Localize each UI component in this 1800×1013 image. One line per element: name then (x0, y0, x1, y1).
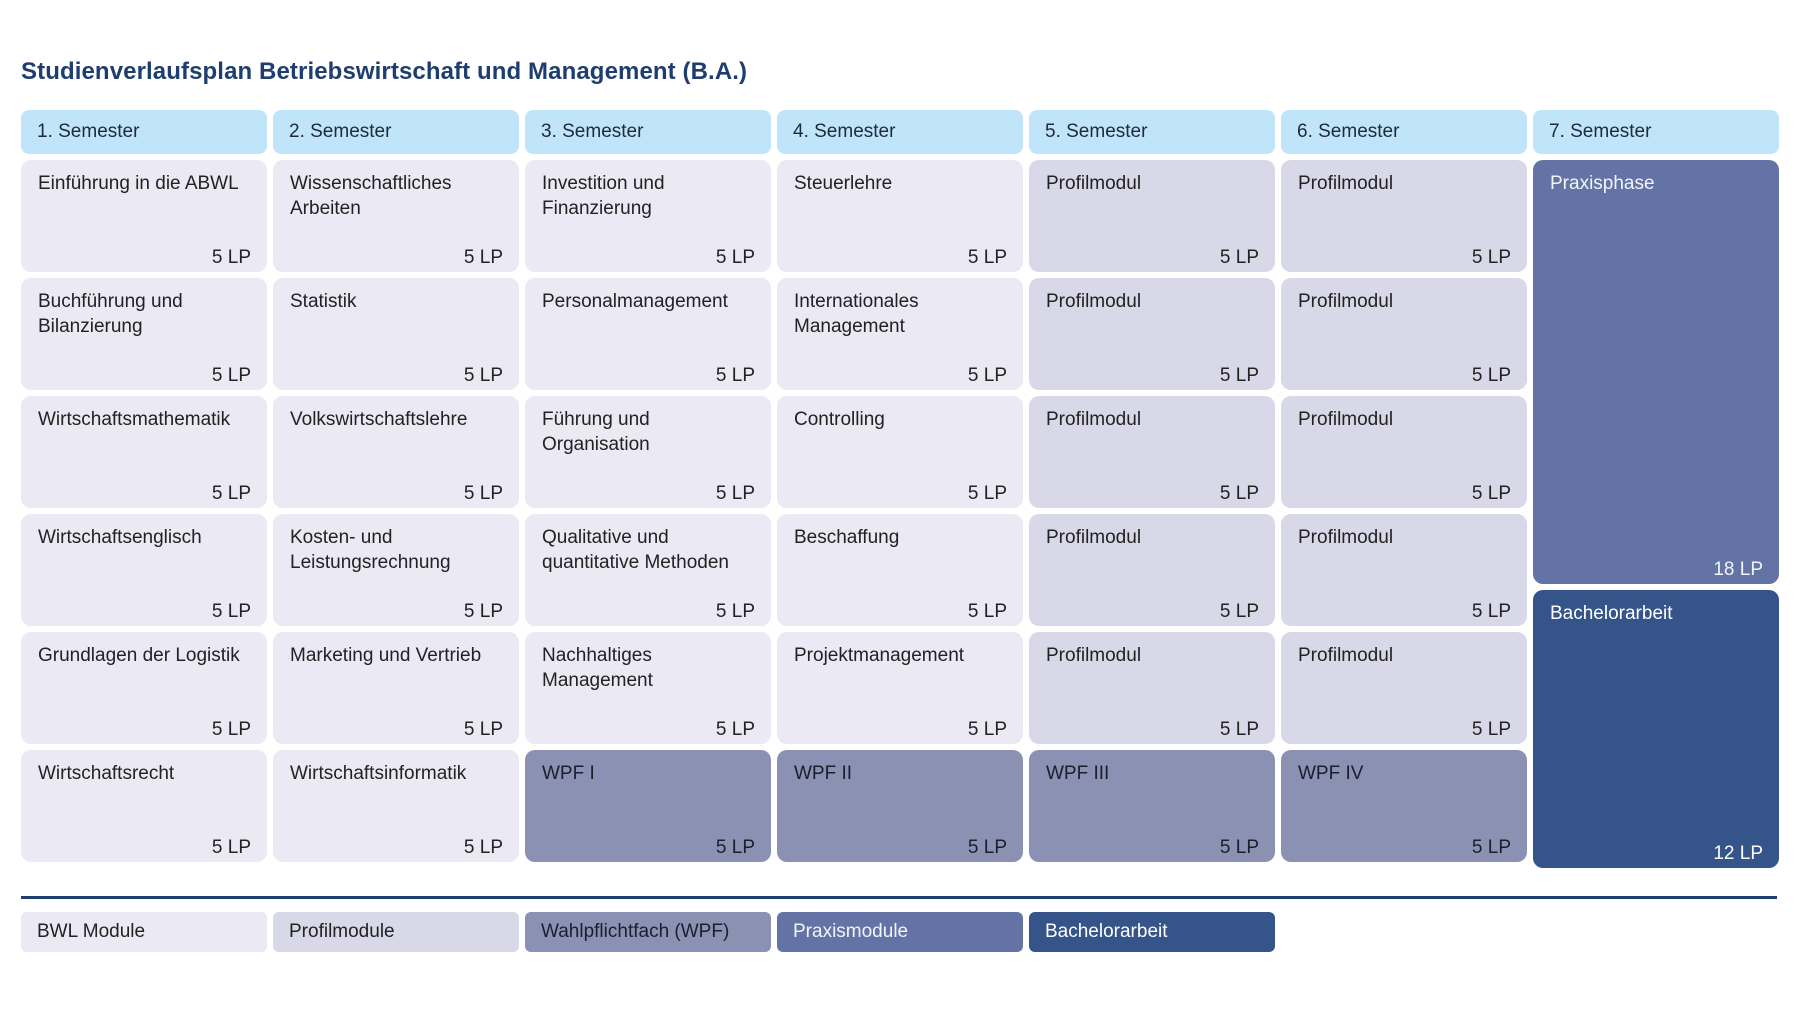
module-name: Controlling (794, 409, 885, 430)
module-card-wpf (1281, 750, 1527, 862)
module-card (273, 396, 519, 508)
module-card-profil (1029, 160, 1275, 272)
module-name: Projektmanagement (794, 645, 965, 666)
module-credits: 5 LP (1471, 837, 1511, 858)
module-card-profil (1029, 278, 1275, 390)
module-credits: 5 LP (211, 247, 251, 268)
semester-header: 6. Semester (1281, 110, 1527, 154)
module-credits: 5 LP (211, 719, 251, 740)
module-credits: 18 LP (1713, 559, 1763, 580)
legend-item-praxis: Praxismodule (777, 912, 1023, 952)
legend (21, 912, 1275, 952)
module-name: Führung und Organisation (542, 409, 650, 455)
module-card (21, 514, 267, 626)
module-credits: 5 LP (715, 247, 755, 268)
module-credits: 5 LP (1471, 247, 1511, 268)
module-card-profil (1281, 396, 1527, 508)
module-card-profil (1281, 514, 1527, 626)
module-credits: 5 LP (211, 601, 251, 622)
module-name: Internationales Management (794, 291, 919, 337)
semester-column-2 (273, 110, 519, 874)
semester-header: 2. Semester (273, 110, 519, 154)
module-card (21, 632, 267, 744)
module-card-wpf (777, 750, 1023, 862)
module-name: Wirtschaftsmathematik (38, 409, 231, 430)
module-credits: 5 LP (211, 483, 251, 504)
module-credits: 5 LP (1471, 601, 1511, 622)
module-card (525, 278, 771, 390)
module-credits: 5 LP (1219, 719, 1259, 740)
module-name: Profilmodul (1046, 291, 1142, 312)
module-card (777, 514, 1023, 626)
module-name: Profilmodul (1298, 291, 1394, 312)
legend-item-bwl: BWL Module (21, 912, 267, 952)
module-credits: 5 LP (1471, 365, 1511, 386)
module-credits: 5 LP (967, 483, 1007, 504)
semester-column-4 (777, 110, 1023, 874)
module-card-wpf (525, 750, 771, 862)
module-name: Profilmodul (1046, 645, 1142, 666)
legend-item-bachelorarbeit: Bachelorarbeit (1029, 912, 1275, 952)
module-name: Volkswirtschaftslehre (290, 409, 468, 430)
module-name: Profilmodul (1298, 645, 1394, 666)
module-card (273, 278, 519, 390)
module-card-wpf (1029, 750, 1275, 862)
module-name: Profilmodul (1298, 173, 1394, 194)
module-card (777, 632, 1023, 744)
module-credits: 5 LP (463, 247, 503, 268)
module-name: Wirtschaftsrecht (38, 763, 175, 784)
module-name: WPF IV (1298, 763, 1364, 784)
module-credits: 5 LP (1471, 483, 1511, 504)
module-card-profil (1281, 632, 1527, 744)
module-card-bachelorarbeit (1533, 590, 1779, 868)
divider-line (21, 896, 1777, 899)
semester-header: 3. Semester (525, 110, 771, 154)
module-card (525, 632, 771, 744)
module-name: Profilmodul (1298, 527, 1394, 548)
semester-header: 4. Semester (777, 110, 1023, 154)
semester-header: 5. Semester (1029, 110, 1275, 154)
module-credits: 5 LP (967, 719, 1007, 740)
module-credits: 5 LP (463, 365, 503, 386)
module-name: Kosten- und Leistungsrechnung (290, 527, 451, 573)
module-name: Personalmanagement (542, 291, 728, 312)
module-name: Profilmodul (1046, 173, 1142, 194)
module-credits: 5 LP (463, 719, 503, 740)
semester-column-5 (1029, 110, 1275, 874)
module-name: WPF I (542, 763, 595, 784)
module-name: Profilmodul (1046, 409, 1142, 430)
semester-column-3 (525, 110, 771, 874)
module-name: Praxisphase (1550, 173, 1655, 194)
semester-header: 7. Semester (1533, 110, 1779, 154)
module-card (21, 750, 267, 862)
module-name: Steuerlehre (794, 173, 893, 194)
page-title: Studienverlaufsplan Betriebswirtschaft und Management (B.A.) (21, 58, 748, 85)
module-card (525, 396, 771, 508)
module-name: Nachhaltiges Management (542, 645, 653, 691)
module-credits: 5 LP (1219, 247, 1259, 268)
module-name: Profilmodul (1298, 409, 1394, 430)
legend-item-profil: Profilmodule (273, 912, 519, 952)
module-card (525, 160, 771, 272)
module-card (777, 278, 1023, 390)
module-name: WPF II (794, 763, 853, 784)
module-name: Profilmodul (1046, 527, 1142, 548)
module-name: WPF III (1046, 763, 1110, 784)
module-name: Investition und Finanzierung (542, 173, 665, 219)
study-plan-grid (21, 110, 1779, 874)
module-card-profil (1029, 396, 1275, 508)
module-name: Einführung in die ABWL (38, 173, 239, 194)
module-card-profil (1029, 514, 1275, 626)
module-credits: 5 LP (967, 247, 1007, 268)
semester-column-6 (1281, 110, 1527, 874)
module-name: Wirtschaftsinformatik (290, 763, 467, 784)
module-credits: 5 LP (715, 837, 755, 858)
module-credits: 5 LP (211, 365, 251, 386)
module-card-profil (1281, 160, 1527, 272)
module-card (273, 750, 519, 862)
module-credits: 5 LP (463, 837, 503, 858)
module-name: Beschaffung (794, 527, 900, 548)
module-card (273, 160, 519, 272)
module-credits: 5 LP (967, 365, 1007, 386)
module-name: Qualitative und quantitative Methoden (542, 527, 729, 573)
module-credits: 5 LP (211, 837, 251, 858)
module-credits: 5 LP (967, 837, 1007, 858)
module-credits: 5 LP (715, 719, 755, 740)
module-card-profil (1281, 278, 1527, 390)
module-card (21, 278, 267, 390)
module-credits: 5 LP (1219, 365, 1259, 386)
semester-column-7 (1533, 110, 1779, 874)
module-card (777, 160, 1023, 272)
legend-item-wpf: Wahlpflichtfach (WPF) (525, 912, 771, 952)
module-credits: 5 LP (715, 365, 755, 386)
module-card-profil (1029, 632, 1275, 744)
module-credits: 5 LP (967, 601, 1007, 622)
module-card (777, 396, 1023, 508)
module-credits: 5 LP (1219, 837, 1259, 858)
module-card (21, 396, 267, 508)
semester-column-1 (21, 110, 267, 874)
module-credits: 5 LP (715, 601, 755, 622)
module-credits: 5 LP (463, 601, 503, 622)
module-card (525, 514, 771, 626)
module-card (273, 632, 519, 744)
module-card (21, 160, 267, 272)
module-credits: 5 LP (463, 483, 503, 504)
module-credits: 5 LP (1219, 483, 1259, 504)
module-name: Buchführung und Bilanzierung (38, 291, 183, 337)
module-name: Bachelorarbeit (1550, 603, 1673, 624)
module-name: Wirtschaftsenglisch (38, 527, 202, 548)
module-name: Grundlagen der Logistik (38, 645, 240, 666)
semester-header: 1. Semester (21, 110, 267, 154)
module-credits: 5 LP (1471, 719, 1511, 740)
module-name: Statistik (290, 291, 357, 312)
module-name: Marketing und Vertrieb (290, 645, 482, 666)
module-name: Wissenschaftliches Arbeiten (290, 173, 452, 219)
module-card-praxisphase (1533, 160, 1779, 584)
module-credits: 5 LP (715, 483, 755, 504)
module-credits: 5 LP (1219, 601, 1259, 622)
module-credits: 12 LP (1713, 843, 1763, 864)
module-card (273, 514, 519, 626)
